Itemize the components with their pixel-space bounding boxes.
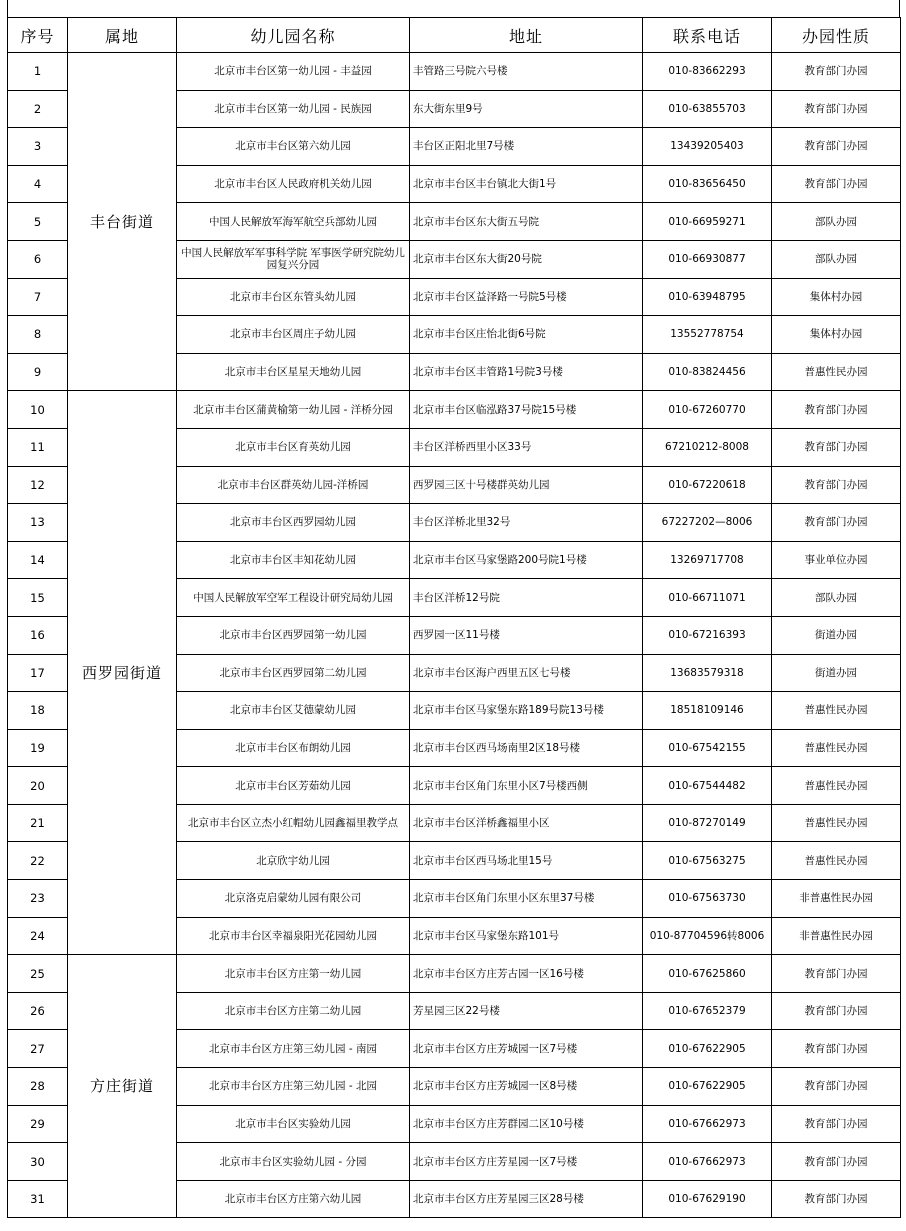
cell-no: 6 [8, 240, 68, 278]
cell-name: 北京市丰台区西罗园第一幼儿园 [177, 616, 410, 654]
cell-name: 北京市丰台区蒲黄榆第一幼儿园 - 洋桥分园 [177, 391, 410, 429]
cell-no: 18 [8, 692, 68, 730]
cell-name: 北京市丰台区东管头幼儿园 [177, 278, 410, 316]
cell-type: 街道办园 [772, 654, 901, 692]
cell-name: 北京欣宇幼儿园 [177, 842, 410, 880]
cell-name: 北京市丰台区人民政府机关幼儿园 [177, 165, 410, 203]
cell-address: 北京市丰台区洋桥鑫福里小区 [410, 804, 643, 842]
cell-name: 北京市丰台区方庄第二幼儿园 [177, 992, 410, 1030]
header-cell-address: 地址 [410, 18, 643, 53]
cell-type: 普惠性民办园 [772, 767, 901, 805]
cell-name: 北京市丰台区方庄第三幼儿园 - 北园 [177, 1068, 410, 1106]
cell-address: 北京市丰台区海户西里五区七号楼 [410, 654, 643, 692]
cell-address: 北京市丰台区东大街20号院 [410, 240, 643, 278]
cell-type: 普惠性民办园 [772, 804, 901, 842]
cell-type: 非普惠性民办园 [772, 917, 901, 955]
cell-name: 北京市丰台区西罗园第二幼儿园 [177, 654, 410, 692]
cell-address: 北京市丰台区马家堡东路101号 [410, 917, 643, 955]
cell-name: 北京市丰台区丰知花幼儿园 [177, 541, 410, 579]
cell-phone: 010-66959271 [643, 203, 772, 241]
cell-no: 12 [8, 466, 68, 504]
cell-phone: 010-67662973 [643, 1143, 772, 1181]
cell-no: 21 [8, 804, 68, 842]
cell-address: 北京市丰台区庄怡北街6号院 [410, 316, 643, 354]
cell-phone: 010-66711071 [643, 579, 772, 617]
cell-no: 19 [8, 729, 68, 767]
cell-no: 4 [8, 165, 68, 203]
table-row [8, 391, 901, 429]
cell-phone: 010-67629190 [643, 1180, 772, 1218]
cell-address: 西罗园一区11号楼 [410, 616, 643, 654]
cell-address: 芳星园三区22号楼 [410, 992, 643, 1030]
cell-phone: 13552778754 [643, 316, 772, 354]
cell-no: 8 [8, 316, 68, 354]
cell-name: 北京市丰台区实验幼儿园 - 分园 [177, 1143, 410, 1181]
header-cell-area: 属地 [68, 18, 177, 53]
cell-no: 29 [8, 1105, 68, 1143]
cell-area: 丰台街道 [68, 53, 177, 391]
cell-name: 北京市丰台区星星天地幼儿园 [177, 353, 410, 391]
cell-type: 集体村办园 [772, 316, 901, 354]
cell-type: 教育部门办园 [772, 53, 901, 91]
table-row [8, 955, 901, 993]
cell-type: 普惠性民办园 [772, 729, 901, 767]
cell-no: 14 [8, 541, 68, 579]
cell-phone: 13269717708 [643, 541, 772, 579]
cell-address: 北京市丰台区方庄芳古园一区16号楼 [410, 955, 643, 993]
header-cell-name: 幼儿园名称 [177, 18, 410, 53]
cell-phone: 67227202—8006 [643, 504, 772, 542]
cell-type: 事业单位办园 [772, 541, 901, 579]
cell-no: 20 [8, 767, 68, 805]
header-cell-type: 办园性质 [772, 18, 901, 53]
cell-name: 北京洛克启蒙幼儿园有限公司 [177, 880, 410, 918]
cell-area: 方庄街道 [68, 955, 177, 1218]
cell-address: 北京市丰台区方庄芳星园三区28号楼 [410, 1180, 643, 1218]
cell-address: 北京市丰台区角门东里小区东里37号楼 [410, 880, 643, 918]
cell-phone: 010-67220618 [643, 466, 772, 504]
cell-name: 北京市丰台区幸福泉阳光花园幼儿园 [177, 917, 410, 955]
cell-type: 普惠性民办园 [772, 353, 901, 391]
cell-no: 23 [8, 880, 68, 918]
cell-no: 24 [8, 917, 68, 955]
cell-type: 街道办园 [772, 616, 901, 654]
cell-phone: 010-66930877 [643, 240, 772, 278]
cell-name: 北京市丰台区第一幼儿园 - 民族园 [177, 90, 410, 128]
cell-address: 北京市丰台区方庄芳城园一区8号楼 [410, 1068, 643, 1106]
cell-type: 教育部门办园 [772, 1105, 901, 1143]
cell-no: 16 [8, 616, 68, 654]
cell-name: 北京市丰台区西罗园幼儿园 [177, 504, 410, 542]
cell-phone: 010-67542155 [643, 729, 772, 767]
cell-phone: 010-87270149 [643, 804, 772, 842]
table-top-border [7, 0, 900, 18]
cell-no: 30 [8, 1143, 68, 1181]
cell-name: 北京市丰台区艾德蒙幼儿园 [177, 692, 410, 730]
cell-phone: 010-63855703 [643, 90, 772, 128]
cell-type: 教育部门办园 [772, 992, 901, 1030]
cell-type: 教育部门办园 [772, 428, 901, 466]
cell-name: 北京市丰台区群英幼儿园-洋桥园 [177, 466, 410, 504]
cell-phone: 13683579318 [643, 654, 772, 692]
cell-no: 15 [8, 579, 68, 617]
cell-phone: 010-67563275 [643, 842, 772, 880]
cell-name: 北京市丰台区方庄第一幼儿园 [177, 955, 410, 993]
cell-name: 北京市丰台区方庄第三幼儿园 - 南园 [177, 1030, 410, 1068]
cell-type: 教育部门办园 [772, 955, 901, 993]
cell-no: 31 [8, 1180, 68, 1218]
cell-no: 27 [8, 1030, 68, 1068]
cell-type: 部队办园 [772, 579, 901, 617]
cell-no: 1 [8, 53, 68, 91]
cell-name: 北京市丰台区实验幼儿园 [177, 1105, 410, 1143]
cell-no: 26 [8, 992, 68, 1030]
cell-address: 北京市丰台区西马场南里2区18号楼 [410, 729, 643, 767]
cell-phone: 13439205403 [643, 128, 772, 166]
cell-address: 丰台区洋桥北里32号 [410, 504, 643, 542]
cell-no: 5 [8, 203, 68, 241]
cell-phone: 010-67652379 [643, 992, 772, 1030]
cell-address: 丰台区正阳北里7号楼 [410, 128, 643, 166]
cell-type: 部队办园 [772, 240, 901, 278]
cell-no: 2 [8, 90, 68, 128]
cell-name: 中国人民解放军海军航空兵部幼儿园 [177, 203, 410, 241]
cell-area: 西罗园街道 [68, 391, 177, 955]
cell-type: 教育部门办园 [772, 1030, 901, 1068]
cell-name: 北京市丰台区立杰小红帽幼儿园鑫福里教学点 [177, 804, 410, 842]
cell-address: 北京市丰台区角门东里小区7号楼西侧 [410, 767, 643, 805]
cell-type: 教育部门办园 [772, 1068, 901, 1106]
cell-type: 教育部门办园 [772, 128, 901, 166]
cell-no: 17 [8, 654, 68, 692]
cell-phone: 010-67216393 [643, 616, 772, 654]
cell-name: 北京市丰台区方庄第六幼儿园 [177, 1180, 410, 1218]
cell-address: 北京市丰台区西马场北里15号 [410, 842, 643, 880]
cell-name: 北京市丰台区芳茹幼儿园 [177, 767, 410, 805]
cell-address: 丰台区洋桥西里小区33号 [410, 428, 643, 466]
cell-address: 北京市丰台区马家堡路200号院1号楼 [410, 541, 643, 579]
cell-type: 教育部门办园 [772, 165, 901, 203]
cell-type: 非普惠性民办园 [772, 880, 901, 918]
cell-phone: 010-83824456 [643, 353, 772, 391]
header-cell-phone: 联系电话 [643, 18, 772, 53]
cell-type: 普惠性民办园 [772, 842, 901, 880]
cell-type: 部队办园 [772, 203, 901, 241]
cell-address: 丰管路三号院六号楼 [410, 53, 643, 91]
table-row [8, 53, 901, 91]
cell-name: 北京市丰台区周庄子幼儿园 [177, 316, 410, 354]
cell-address: 北京市丰台区临泓路37号院15号楼 [410, 391, 643, 429]
table-body [8, 53, 901, 1218]
cell-phone: 18518109146 [643, 692, 772, 730]
cell-type: 教育部门办园 [772, 391, 901, 429]
cell-phone: 010-87704596转8006 [643, 917, 772, 955]
cell-phone: 010-67622905 [643, 1030, 772, 1068]
cell-name: 北京市丰台区布朗幼儿园 [177, 729, 410, 767]
cell-no: 28 [8, 1068, 68, 1106]
cell-no: 10 [8, 391, 68, 429]
cell-type: 教育部门办园 [772, 466, 901, 504]
header-cell-no: 序号 [8, 18, 68, 53]
cell-address: 北京市丰台区方庄芳星园一区7号楼 [410, 1143, 643, 1181]
cell-phone: 010-83662293 [643, 53, 772, 91]
cell-phone: 010-67563730 [643, 880, 772, 918]
cell-type: 教育部门办园 [772, 90, 901, 128]
cell-address: 丰台区洋桥12号院 [410, 579, 643, 617]
cell-no: 22 [8, 842, 68, 880]
cell-no: 11 [8, 428, 68, 466]
cell-address: 北京市丰台区马家堡东路189号院13号楼 [410, 692, 643, 730]
cell-type: 教育部门办园 [772, 1143, 901, 1181]
cell-no: 3 [8, 128, 68, 166]
cell-address: 北京市丰台区方庄芳群园二区10号楼 [410, 1105, 643, 1143]
cell-phone: 010-67622905 [643, 1068, 772, 1106]
cell-name: 北京市丰台区育英幼儿园 [177, 428, 410, 466]
cell-name: 北京市丰台区第六幼儿园 [177, 128, 410, 166]
cell-type: 普惠性民办园 [772, 692, 901, 730]
cell-phone: 010-67544482 [643, 767, 772, 805]
cell-address: 东大街东里9号 [410, 90, 643, 128]
cell-name: 中国人民解放军军事科学院 军事医学研究院幼儿园复兴分园 [177, 240, 410, 278]
cell-phone: 67210212-8008 [643, 428, 772, 466]
kindergarten-table [7, 17, 901, 1218]
cell-type: 集体村办园 [772, 278, 901, 316]
cell-no: 7 [8, 278, 68, 316]
cell-phone: 010-67260770 [643, 391, 772, 429]
cell-address: 北京市丰台区东大街五号院 [410, 203, 643, 241]
cell-address: 北京市丰台区丰管路1号院3号楼 [410, 353, 643, 391]
cell-address: 西罗园三区十号楼群英幼儿园 [410, 466, 643, 504]
cell-no: 9 [8, 353, 68, 391]
cell-no: 25 [8, 955, 68, 993]
cell-type: 教育部门办园 [772, 1180, 901, 1218]
cell-address: 北京市丰台区益泽路一号院5号楼 [410, 278, 643, 316]
cell-type: 教育部门办园 [772, 504, 901, 542]
cell-phone: 010-67662973 [643, 1105, 772, 1143]
header-row [8, 18, 901, 53]
cell-phone: 010-83656450 [643, 165, 772, 203]
cell-address: 北京市丰台区方庄芳城园一区7号楼 [410, 1030, 643, 1068]
cell-address: 北京市丰台区丰台镇北大街1号 [410, 165, 643, 203]
cell-no: 13 [8, 504, 68, 542]
cell-name: 中国人民解放军空军工程设计研究局幼儿园 [177, 579, 410, 617]
cell-phone: 010-67625860 [643, 955, 772, 993]
cell-phone: 010-63948795 [643, 278, 772, 316]
cell-name: 北京市丰台区第一幼儿园 - 丰益园 [177, 53, 410, 91]
